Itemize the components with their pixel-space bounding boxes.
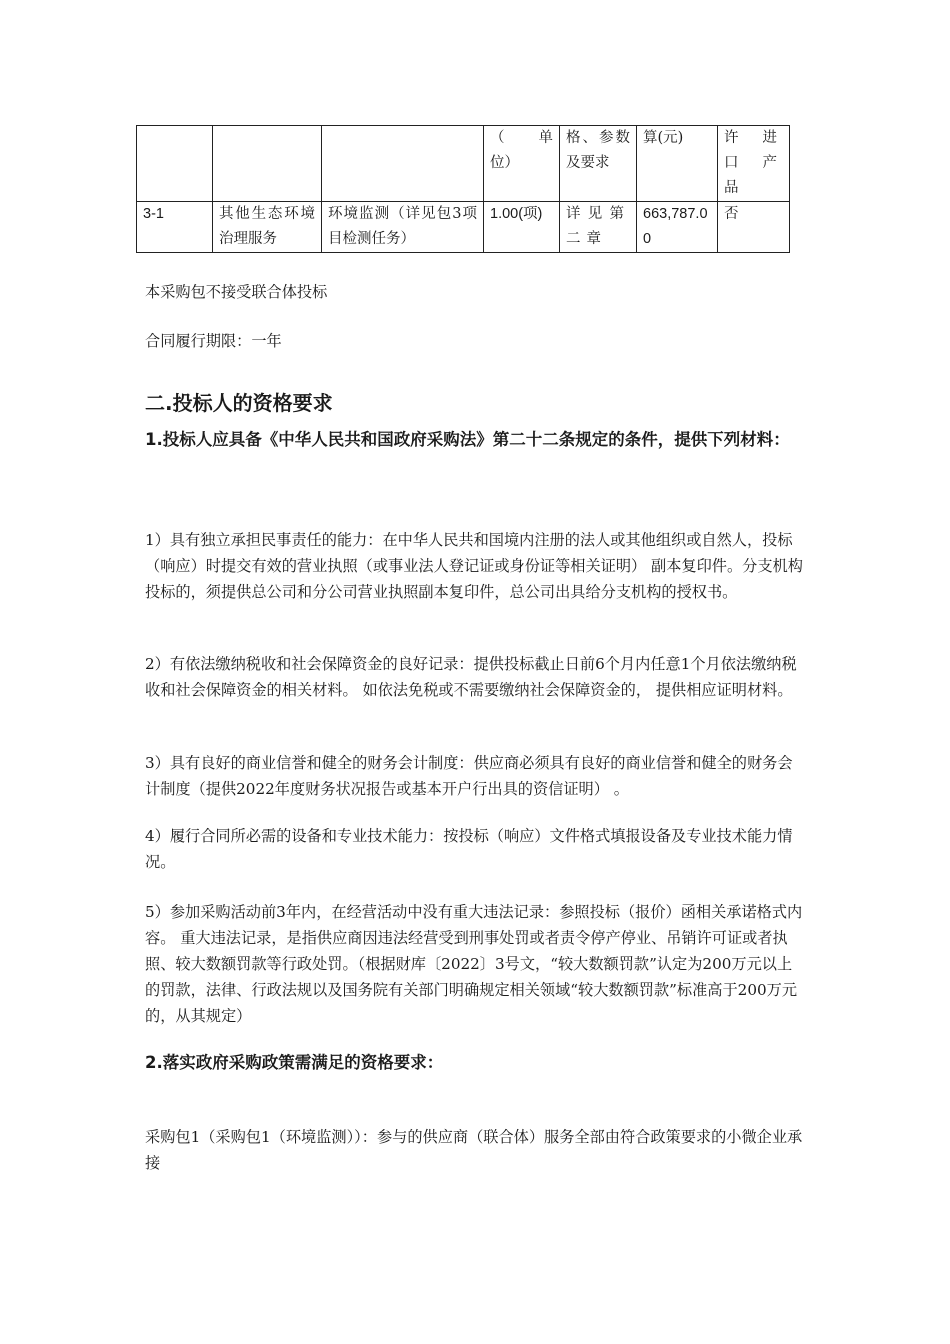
header-cell-category [213, 126, 322, 202]
no-consortium-note: 本采购包不接受联合体投标 [145, 283, 328, 301]
row-import: 否 [718, 202, 790, 253]
row-spec: 详见第二章 [560, 202, 637, 253]
table-header-row [137, 126, 790, 202]
requirement-item-4: 4）履行合同所必需的设备和专业技术能力：按投标（响应）文件格式填报设备及专业技术能力情况。 [145, 827, 793, 871]
table-row [137, 202, 790, 253]
subsection-1-title: 1.投标人应具备《中华人民共和国政府采购法》第二十二条规定的条件，提供下列材料： [145, 430, 790, 449]
row-budget: 663,787.00 [637, 202, 718, 253]
requirement-item-5: 5）参加采购活动前3年内，在经营活动中没有重大违法记录：参照投标（报价）函相关承诺格式内容。 重大违法记录，是指供应商因违法经营受到刑事处罚或者责令停产停业、吊销许可证或者执照、较大数额罚款等行政处罚。（根据财库〔2022〕3号文，“较大数额罚款”认定为200万元以上的罚款，法律、行政法规以及国务院有关部门明确规定相关领域“较大数额罚款”标准高于200万元的，从其规定） [145, 903, 803, 1025]
row-no: 3-1 [137, 202, 213, 253]
requirement-item-2: 2）有依法缴纳税收和社会保障资金的良好记录：提供投标截止日前6个月内任意1个月依法缴纳税收和社会保障资金的相关材料。 如依法免税或不需要缴纳社会保障资金的， 提供相应证明材料。 [145, 655, 797, 699]
requirement-item-1: 1）具有独立承担民事责任的能力：在中华人民共和国境内注册的法人或其他组织或自然人，投标（响应）时提交有效的营业执照（或事业法人登记证或身份证等相关证明） 副本复印件。分支机构投标的，须提供总公司和分公司营业执照副本复印件，总公司出具给分支机构的授权书。 [145, 531, 803, 601]
header-cell-import: 许进口产品 [718, 126, 790, 202]
section-title: 二.投标人的资格要求 [145, 391, 333, 415]
header-cell-budget: 算(元) [637, 126, 718, 202]
header-cell-spec: 格、参数及要求 [560, 126, 637, 202]
row-category: 其他生态环境治理服务 [213, 202, 322, 253]
contract-period-note: 合同履行期限：一年 [145, 332, 282, 350]
row-quantity: 1.00(项) [484, 202, 560, 253]
header-cell-unit: （ 单位） [484, 126, 560, 202]
requirement-item-3: 3）具有良好的商业信誉和健全的财务会计制度：供应商必须具有良好的商业信誉和健全的财务会计制度（提供2022年度财务状况报告或基本开户行出具的资信证明） 。 [145, 754, 793, 798]
procurement-table [136, 125, 790, 253]
row-name: 环境监测（详见包3项目检测任务） [322, 202, 484, 253]
header-cell-no [137, 126, 213, 202]
header-cell-name [322, 126, 484, 202]
policy-requirement-text: 采购包1（采购包1（环境监测））：参与的供应商（联合体）服务全部由符合政策要求的小微企业承接 [145, 1128, 803, 1172]
subsection-2-title: 2.落实政府采购政策需满足的资格要求： [145, 1053, 444, 1072]
